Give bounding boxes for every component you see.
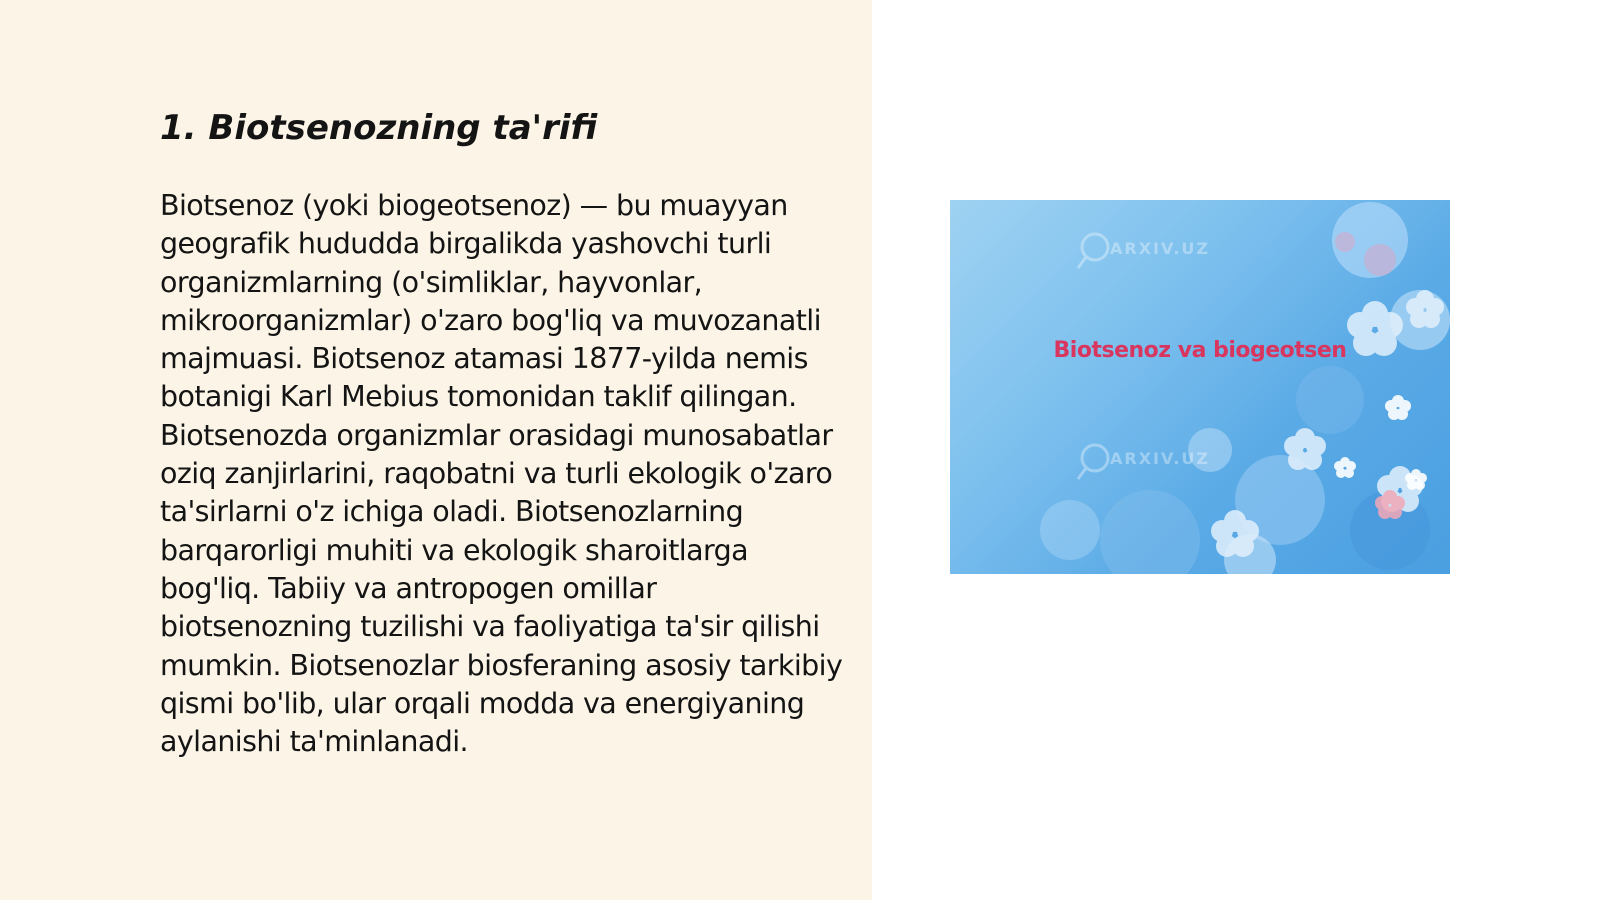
- watermark-text: ARXIV.UZ: [1110, 239, 1210, 258]
- image-caption: Biotsenoz va biogeotsen: [1053, 338, 1347, 363]
- flower-illustration: [950, 200, 1450, 574]
- slide-image: [950, 200, 1450, 574]
- slide-body-text: Biotsenoz (yoki biogeotsenoz) — bu muayyan geografik hududda birgalikda yashovchi turli organizmlarning (o'simliklar, hayvonlar, mikroorganizmlar) o'zaro bog'liq va muvozanatli majmuasi. Biotsenoz atamasi 1877-yilda nemis botanigi Karl Mebius tomonidan taklif qilingan. Biotsenozda organizmlar orasidagi munosabatlar oziq zanjirlarini, raqobatni va turli ekologik o'zaro ta'sirlarni o'z ichiga oladi. Biotsenozlarning barqarorligi muhiti va ekologik sharoitlarga bog'liq. Tabiiy va antropogen omillar biotsenozning tuzilishi va faoliyatiga ta'sir qilishi mumkin. Biotsenozlar biosferaning asosiy tarkibiy qismi bo'lib, ular orqali modda va energiyaning aylanishi ta'minlanadi.: [160, 189, 843, 759]
- slide-heading: 1. Biotsenozning ta'rifi: [160, 108, 598, 148]
- watermark-text: ARXIV.UZ: [1110, 449, 1210, 468]
